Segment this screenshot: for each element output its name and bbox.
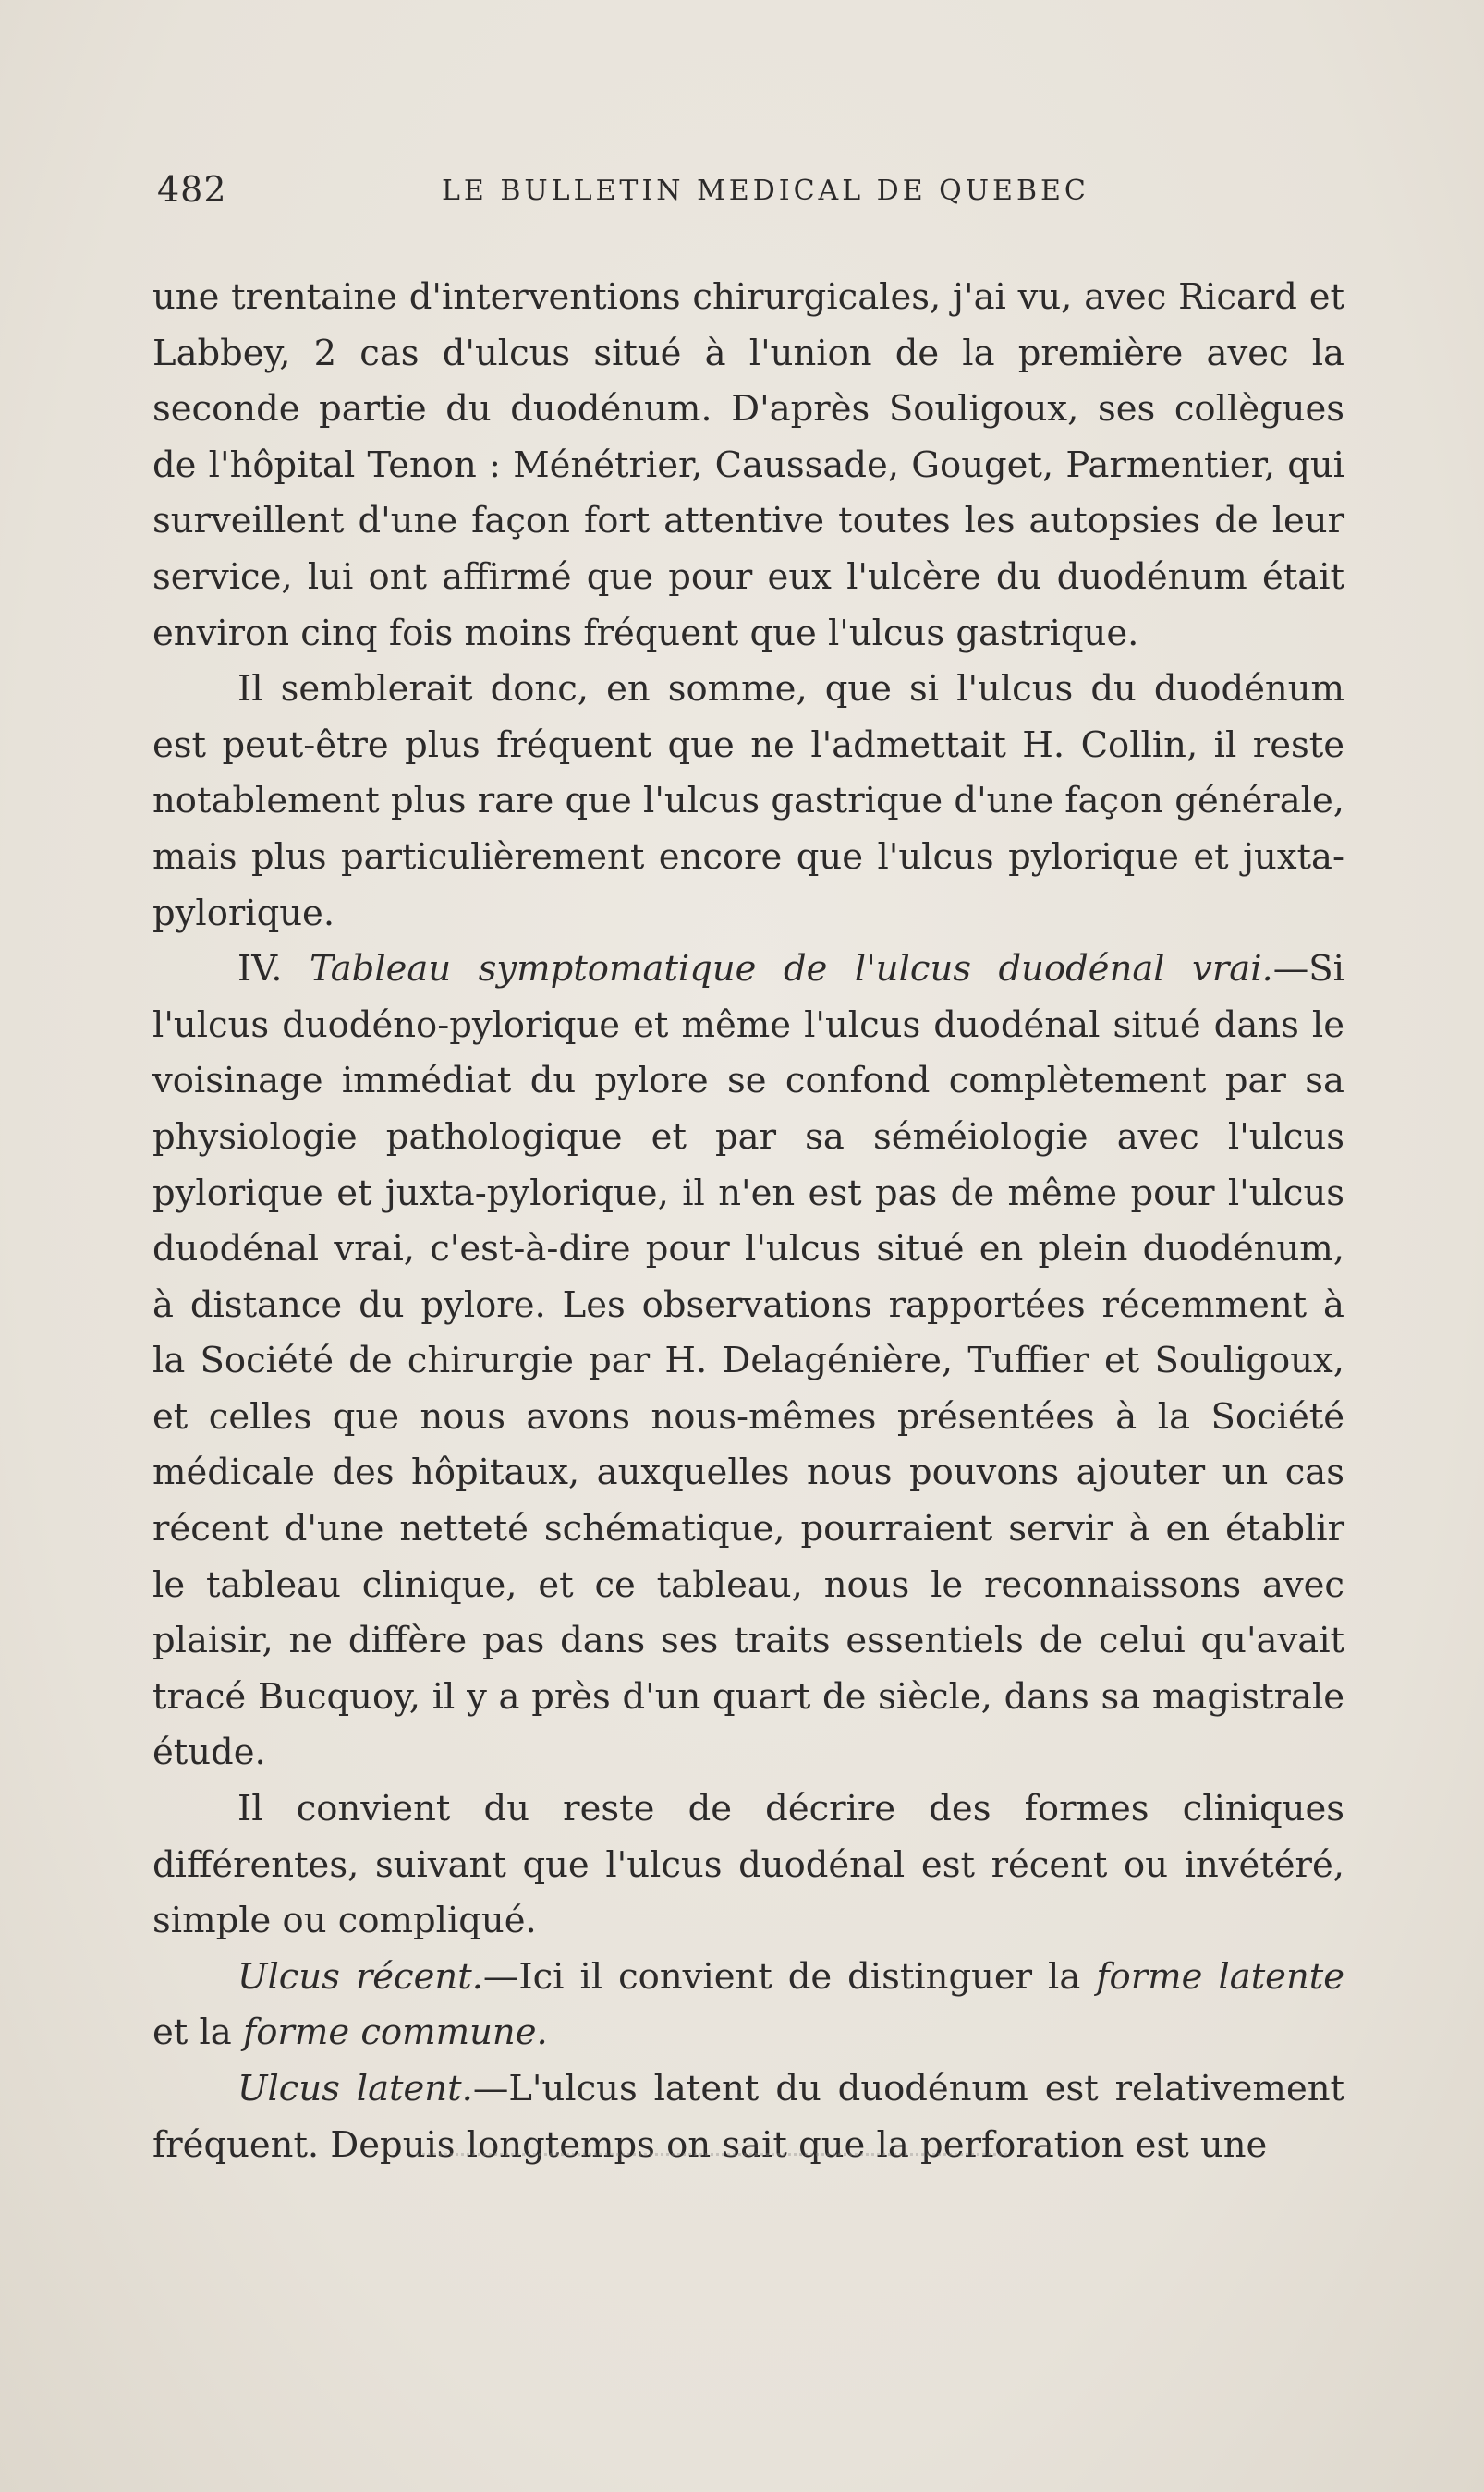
section-number: IV. bbox=[237, 948, 310, 991]
subsection-title-recent: Ulcus récent. bbox=[237, 1955, 483, 1998]
running-title: LE BULLETIN MEDICAL DE QUEBEC bbox=[442, 175, 1089, 207]
paragraph-6-body: —L'ulcus latent du duodénum est relativement fréquent. Depuis longtemps on sait que la perforation est une bbox=[152, 2068, 1344, 2166]
paragraph-5-conjunction: et la bbox=[152, 2012, 243, 2054]
subsection-title-latent: Ulcus latent. bbox=[237, 2068, 473, 2109]
paragraph-5 bbox=[152, 1950, 1344, 2061]
paragraph-5-text: —Ici il convient de distinguer la bbox=[482, 1955, 1097, 1998]
paragraph-4: Il convient du reste de décrire des formes cliniques différentes, suivant que l'ulcus duodénal est récent ou invétéré, simple ou compliqué. bbox=[152, 1788, 1344, 1942]
body-text bbox=[152, 270, 1344, 2173]
term-forme-commune: forme commune. bbox=[243, 2012, 548, 2054]
page-header bbox=[157, 169, 1358, 215]
print-bleed-marks bbox=[416, 2116, 1007, 2156]
page-number: 482 bbox=[157, 169, 227, 210]
term-forme-latente: forme latente bbox=[1096, 1955, 1344, 1998]
paragraph-2: Il semblerait donc, en somme, que si l'ulcus du duodénum est peut-être plus fréquent que ne l'admettait H. Collin, il reste notablement plus rare que l'ulcus gastrique d'une façon générale, mais plus particulièrement encore que l'ulcus pylorique et juxta-pylorique. bbox=[152, 668, 1344, 934]
paragraph-1: une trentaine d'interventions chirurgicales, j'ai vu, avec Ricard et Labbey, 2 cas d'ulcus situé à l'union de la première avec la seconde partie du duodénum. D'après Souligoux, ses collègues de l'hôpital Tenon : Ménétrier, Caussade, Gouget, Parmentier, qui surveillent d'une façon fort attentive toutes les autopsies de leur service, lui ont affirmé que pour eux l'ulcère du duodénum était environ cinq fois moins fréquent que l'ulcus gastrique. bbox=[152, 276, 1344, 654]
section-title: Tableau symptomatique de l'ulcus duodénal vrai. bbox=[310, 948, 1273, 991]
paragraph-3-body: —Si l'ulcus duodéno-pylorique et même l'ulcus duodénal situé dans le voisinage immédiat du pylore se confond complètement par sa physiologie pathologique et par sa séméiologie avec l'ulcus pylorique et juxta-pylorique, il n'en est pas de même pour l'ulcus duodénal vrai, c'est-à-dire pour l'ulcus situé en plein duodénum, à distance du pylore. Les observations rapportées récemment à la Société de chirurgie par H. Delagénière, Tuffier et Souligoux, et celles que nous avons nous-mêmes présentées à la Société médicale des hôpitaux, auxquelles nous pouvons ajouter un cas récent d'une netteté schématique, pourraient servir à en établir le tableau clinique, et ce tableau, nous le reconnaissons avec plaisir, ne diffère pas dans ses traits essentiels de celui qu'avait tracé Bucquoy, il y a près d'un quart de siècle, dans sa magistrale étude. bbox=[152, 948, 1344, 1774]
paragraph-3 bbox=[152, 942, 1344, 1781]
